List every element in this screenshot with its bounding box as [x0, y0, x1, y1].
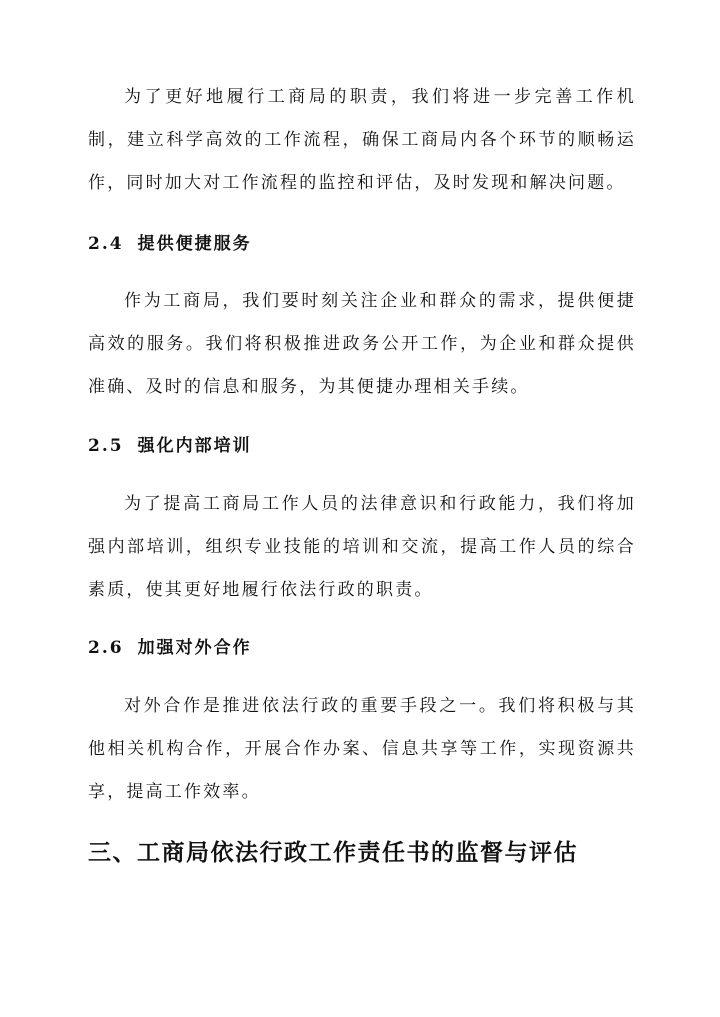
heading-2-6: [88, 636, 252, 660]
section-title: 三、工商局依法行政工作责任书的监督与评估: [88, 839, 578, 866]
heading-2-4: [88, 232, 252, 256]
paragraph-training: 为了提高工商局工作人员的法律意识和行政能力，我们将加强内部培训，组织专业技能的培训和交流，提高工作人员的综合素质，使其更好地履行依法行政的职责。: [88, 494, 636, 600]
paragraph-workflow: 为了更好地履行工商局的职责，我们将进一步完善工作机制，建立科学高效的工作流程，确保工商局内各个环节的顺畅运作，同时加大对工作流程的监控和评估，及时发现和解决问题。: [88, 87, 636, 193]
heading-number: 2.4: [88, 234, 124, 254]
heading-2-5: [88, 434, 252, 458]
heading-number: 2.5: [88, 436, 124, 456]
heading-text: 加强对外合作: [137, 638, 252, 658]
heading-text: 强化内部培训: [137, 436, 252, 456]
heading-number: 2.6: [88, 638, 124, 658]
paragraph-cooperation: 对外合作是推进依法行政的重要手段之一。我们将积极与其他相关机构合作，开展合作办案、信息共享等工作，实现资源共享，提高工作效率。: [88, 696, 636, 802]
heading-text: 提供便捷服务: [137, 234, 252, 254]
paragraph-service: 作为工商局，我们要时刻关注企业和群众的需求，提供便捷高效的服务。我们将积极推进政务公开工作，为企业和群众提供准确、及时的信息和服务，为其便捷办理相关手续。: [88, 291, 636, 397]
